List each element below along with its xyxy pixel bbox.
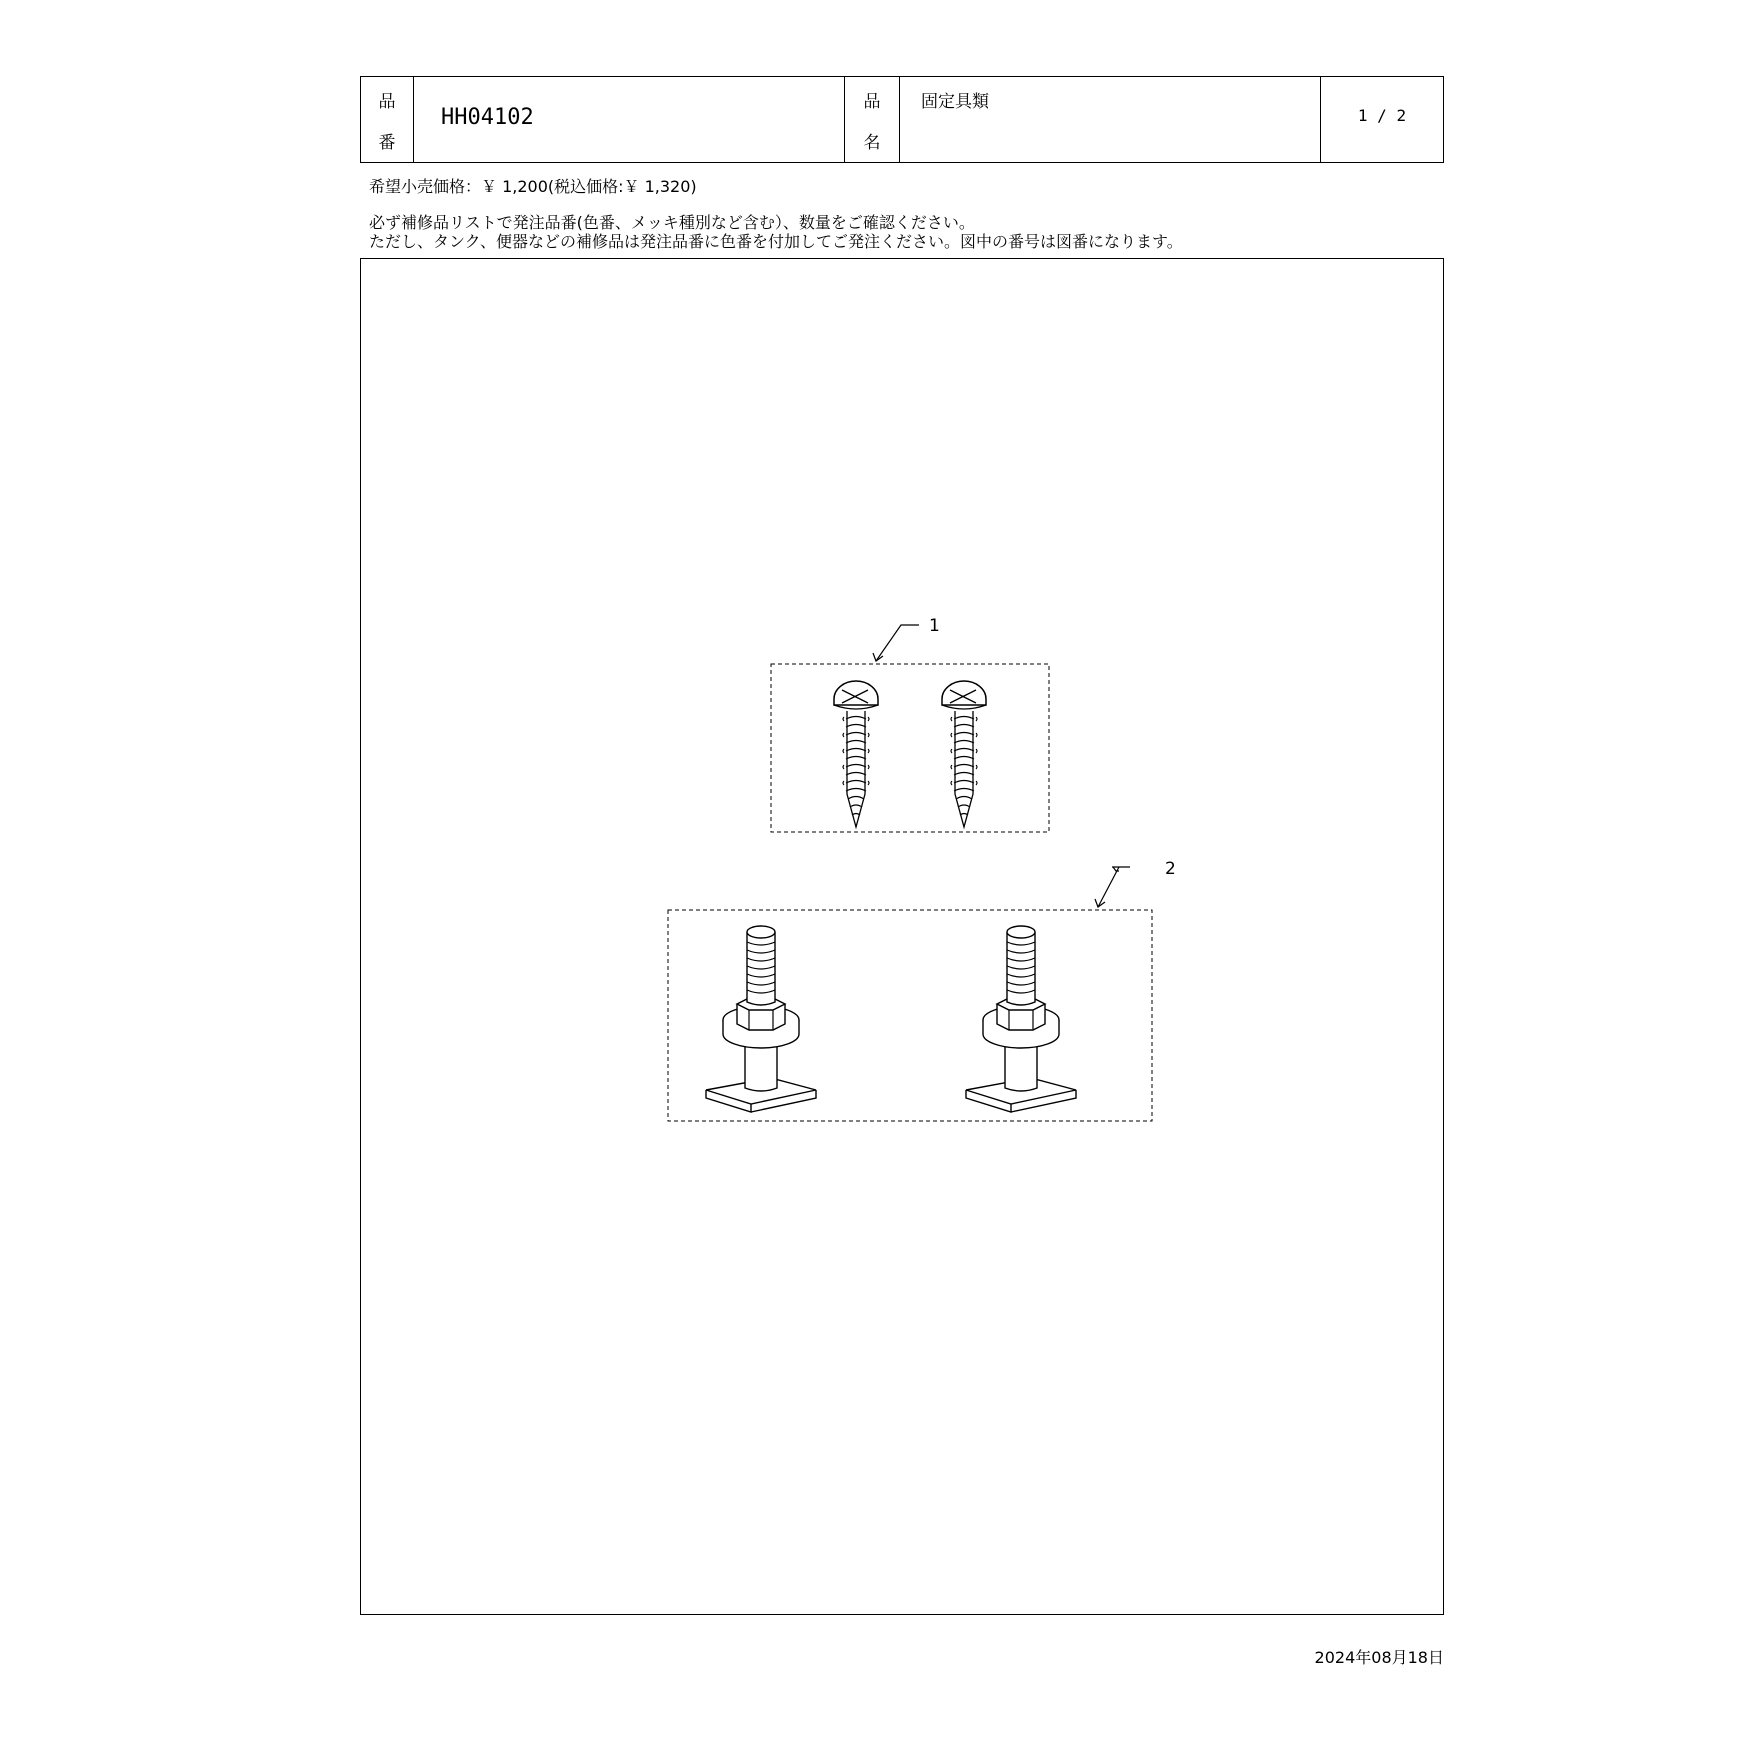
part-group-1-outline: [771, 664, 1049, 832]
leader-line-2: [1098, 867, 1130, 907]
page-number: 1 / 2: [1357, 106, 1407, 125]
product-name-label-bottom: 名: [863, 133, 881, 153]
parts-drawing: [361, 259, 1445, 1616]
bolt-assembly-2: [966, 926, 1076, 1112]
part-number-cell: [414, 77, 845, 162]
product-name-label-top: 品: [863, 92, 881, 112]
issue-date: 2024年08月18日: [1314, 1648, 1444, 1667]
leader-line-1: [876, 625, 919, 661]
drawing-frame: [360, 258, 1444, 1615]
product-name-label-cell: [845, 77, 900, 162]
leader-arrow-1: [873, 653, 883, 661]
part-number-label-top: 品: [378, 92, 396, 112]
product-name: 固定具類: [921, 92, 989, 112]
screw-2: [942, 681, 986, 827]
product-name-cell: [900, 77, 1321, 162]
callout-2: 2: [1165, 859, 1176, 879]
part-number-label-bottom: 番: [378, 133, 396, 153]
page-number-cell: [1321, 77, 1443, 162]
order-note-2: ただし、タンク、便器などの補修品は発注品番に色番を付加してご発注ください。図中の番号は図番になります。: [369, 232, 1183, 251]
bolt-assembly-1: [706, 926, 816, 1112]
part-number-label-cell: [361, 77, 414, 162]
title-block: [360, 76, 1444, 163]
screw-1: [834, 681, 878, 827]
order-note-1: 必ず補修品リストで発注品番(色番、メッキ種別など含む）、数量をご確認ください。: [369, 213, 975, 232]
part-number: HH04102: [441, 105, 534, 130]
retail-price: 希望小売価格：￥ 1,200(税込価格:￥ 1,320): [369, 177, 697, 196]
callout-1: 1: [929, 616, 940, 636]
